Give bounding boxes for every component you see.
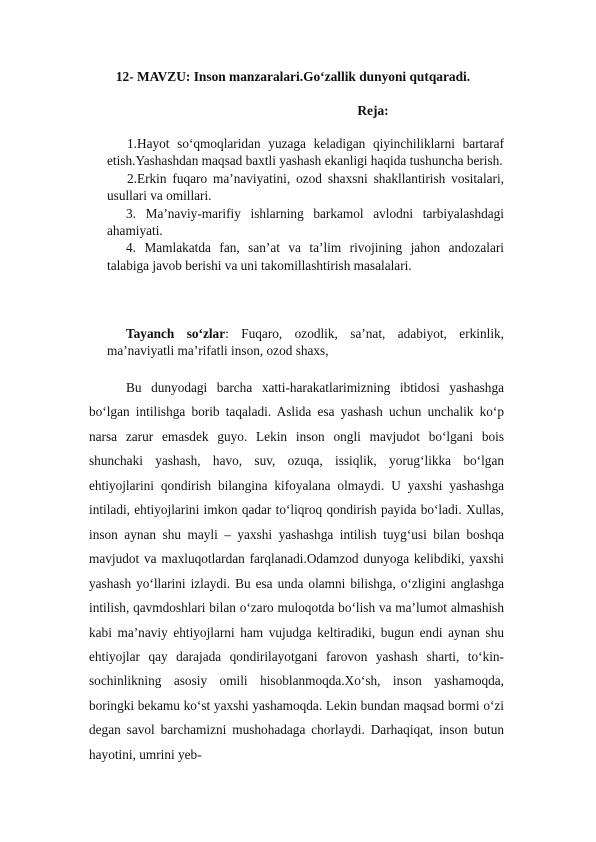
plan-item: 3. Ma’naviy-marifiy ishlarning barkamol avlodni tarbiyalashdagi ahamiyati. — [107, 205, 504, 239]
page-title: 12- MAVZU: Inson manzaralari.Go‘zallik dunyoni qutqaradi. — [115, 69, 471, 84]
keywords-text: : Fuqaro, ozodlik, sa’nat, adabiyot, erkinlik, ma’naviyatli ma’rifatli inson, ozod shaxs, — [107, 326, 504, 359]
body-paragraph: Bu dunyodagi barcha xatti-harakatlarimizning ibtidosi yashashga bo‘lgan intilishga borib taqaladi. Aslida esa yashash uchun unchalik ko‘p narsa zarur emasdek guyo. Lekin inson ongli mavjudot bo‘lgani bois shunchaki yashash, havo, suv, ozuqa, issiqlik, yorug‘likka bo‘lgan ehtiyojlarini qondirish bilangina kifoyalana olmaydi. U yaxshi yashashga intiladi, ehtiyojlarini imkon qadar to‘liqroq qondirish payida bo‘ladi. Xullas, inson aynan shu mayli – yaxshi yashashga intilish tuyg‘usi bilan boshqa mavjudot va maxluqotlardan farqlanadi.Odamzod dunyoga kelibdiki, yaxshi yashash yo‘llarini izlaydi. Bu esa unda olamni bilishga, o‘zligini anglashga intilish, qavmdoshlari bilan o‘zaro muloqotda bo‘lish va ma’lumot almashish kabi ma’naviy ehtiyojlarni ham vujudga keltiradiki, bugun endi aynan shu ehtiyojlar qay darajada qondirilayotgani farovon yashash sharti, to‘kin-sochinlikning asosiy omili hisoblanmoqda.Xo‘sh, inson yashamoqda, boringki bekamu ko‘st yaxshi yashamoqda. Lekin bundan maqsad bormi o‘zi degan savol barchamizni mushohadaga chorlaydi. Darhaqiqat, inson butun hayotini, umrini yeb- — [89, 380, 504, 762]
keywords-paragraph — [107, 325, 504, 360]
plan-heading: Reja: — [357, 103, 389, 118]
keywords-label: Tayanch so‘zlar — [126, 326, 226, 341]
plan-item: 1.Hayot so‘qmoqlaridan yuzaga keladigan qiyinchiliklarni bartaraf etish.Yashashdan maqsad baxtli yashash ekanligi haqida tushuncha berish. — [107, 136, 504, 169]
plan-item: 4. Mamlakatda fan, san’at va ta’lim rivojining jahon andozalari talabiga javob berishi va uni takomillashtirish masalalari. — [107, 240, 504, 273]
plan-list — [107, 135, 504, 274]
plan-item: 2.Erkin fuqaro ma’naviyatini, ozod shaxsni shakllantirish vositalari, usullari va omillari. — [107, 170, 504, 204]
